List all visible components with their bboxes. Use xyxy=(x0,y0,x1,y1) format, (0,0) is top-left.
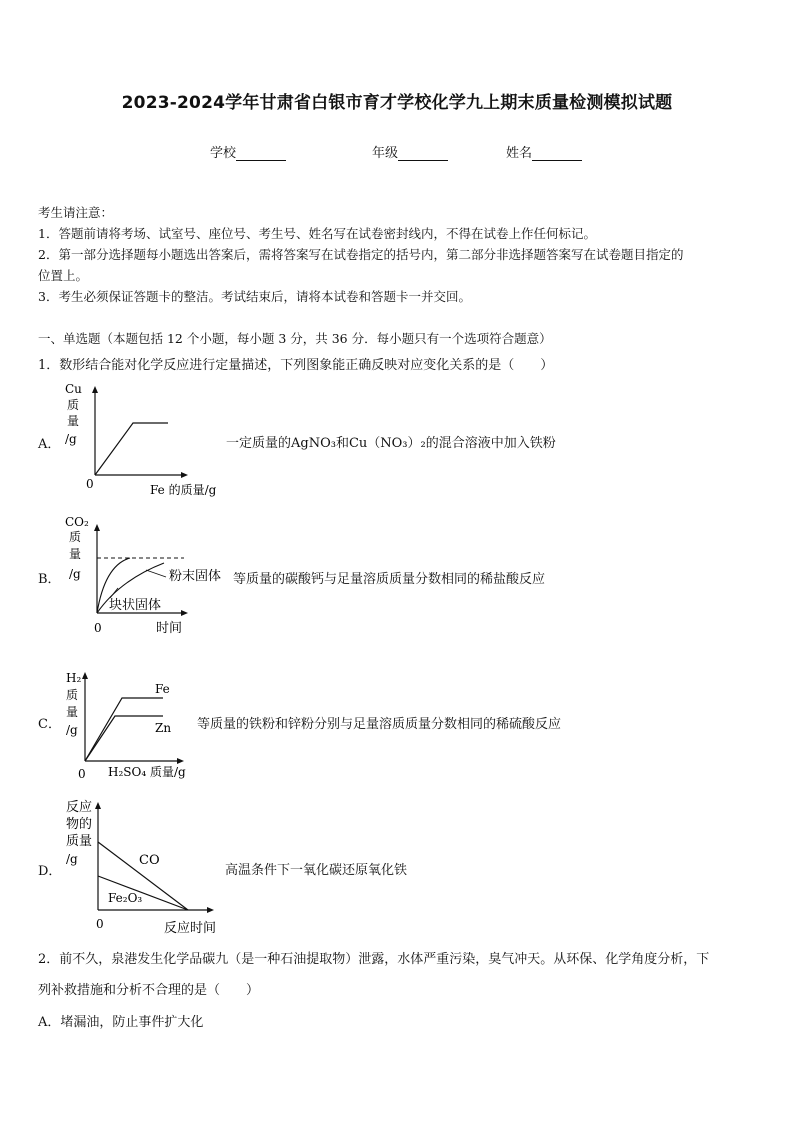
graph-d xyxy=(60,796,230,938)
graph-c-origin: 0 xyxy=(78,767,86,781)
notice-item-3: 3．考生必须保证答题卡的整洁。考试结束后，请将本试卷和答题卡一并交回。 xyxy=(38,289,471,304)
graph-c-ylabel-2: 质 xyxy=(66,688,79,702)
graph-d-label-co: CO xyxy=(139,853,160,868)
graph-c-ylabel-1: H₂ xyxy=(66,671,82,685)
graph-b-leader-powder xyxy=(146,570,166,577)
graph-c-label-zn: Zn xyxy=(155,721,172,735)
graph-c xyxy=(60,666,210,784)
option-b-desc: 等质量的碳酸钙与足量溶质质量分数相同的稀盐酸反应 xyxy=(233,572,546,587)
graph-d-x-arrow xyxy=(207,907,214,913)
graph-b-ylabel-4: /g xyxy=(69,567,81,581)
question-2-stem-line-2: 列补救措施和分析不合理的是（ ） xyxy=(38,983,260,998)
question-1-stem: 1．数形结合能对化学反应进行定量描述，下列图象能正确反映对应变化关系的是（ ） xyxy=(38,358,554,373)
grade-label: 年级 xyxy=(372,146,399,161)
graph-d-ylabel-4: /g xyxy=(66,852,78,866)
notice-item-2-cont: 位置上。 xyxy=(38,268,89,283)
graph-a xyxy=(60,378,230,500)
notice-item-1: 1．答题前请将考场、试室号、座位号、考生号、姓名写在试卷密封线内，不得在试卷上作任何标记。 xyxy=(38,226,596,241)
graph-a-ylabel-2: 质 xyxy=(67,398,80,412)
graph-a-y-arrow xyxy=(92,386,98,393)
graph-d-ylabel-3: 质量 xyxy=(66,834,93,849)
notice-heading: 考生请注意： xyxy=(38,205,114,220)
notice-item-2: 2．第一部分选择题每小题选出答案后，需将答案写在试卷指定的括号内，第二部分非选择题答案写在试卷题目指定的 xyxy=(38,247,684,262)
graph-a-xlabel: Fe 的质量/g xyxy=(150,483,217,497)
graph-a-x-arrow xyxy=(181,472,188,478)
graph-b-label-block: 块状固体 xyxy=(109,598,162,613)
graph-b-ylabel-2: 质 xyxy=(69,530,82,544)
graph-d-ylabel-2: 物的 xyxy=(66,817,93,832)
graph-c-ylabel-4: /g xyxy=(66,723,78,737)
graph-a-origin: 0 xyxy=(86,477,94,491)
option-c-label: C． xyxy=(38,717,61,732)
graph-b-leader-block xyxy=(110,588,118,598)
graph-a-ylabel-4: /g xyxy=(65,432,77,446)
graph-a-ylabel-3: 量 xyxy=(67,414,80,428)
graph-c-label-fe: Fe xyxy=(155,682,170,696)
option-c-desc: 等质量的铁粉和锌粉分别与足量溶质质量分数相同的稀硫酸反应 xyxy=(197,717,562,732)
name-blank xyxy=(532,146,582,161)
graph-d-xlabel: 反应时间 xyxy=(164,921,217,936)
school-label: 学校 xyxy=(210,146,237,161)
graph-b-xlabel: 时间 xyxy=(156,621,183,636)
school-blank xyxy=(236,146,286,161)
name-field xyxy=(506,142,582,161)
graph-b-ylabel-3: 量 xyxy=(69,547,82,561)
question-2-option-a: A．堵漏油，防止事件扩大化 xyxy=(38,1015,204,1030)
graph-b-ylabel-1: CO₂ xyxy=(65,515,89,529)
graph-b-label-powder: 粉末固体 xyxy=(169,569,222,584)
option-a-desc: 一定质量的AgNO₃和Cu（NO₃）₂的混合溶液中加入铁粉 xyxy=(226,436,556,451)
graph-c-y-arrow xyxy=(82,672,88,679)
option-a-label: A． xyxy=(38,437,61,452)
graph-d-origin: 0 xyxy=(96,917,104,931)
graph-d-ylabel-1: 反应 xyxy=(66,800,93,815)
graph-d-y-arrow xyxy=(95,802,101,809)
graph-a-curve xyxy=(95,423,168,475)
graph-d-label-fe2o3: Fe₂O₃ xyxy=(108,891,143,905)
name-label: 姓名 xyxy=(506,146,533,161)
option-d-desc: 高温条件下一氧化碳还原氧化铁 xyxy=(225,863,408,878)
graph-c-ylabel-3: 量 xyxy=(66,705,79,719)
graph-c-line-fe xyxy=(85,698,163,761)
grade-blank xyxy=(398,146,448,161)
page-title: 2023-2024学年甘肃省白银市育才学校化学九上期末质量检测模拟试题 xyxy=(121,93,673,113)
graph-c-x-arrow xyxy=(177,758,184,764)
graph-c-line-zn xyxy=(85,716,163,761)
section-heading: 一、单选题（本题包括 12 个小题，每小题 3 分，共 36 分．每小题只有一个选项符合题意） xyxy=(38,331,552,346)
graph-b-origin: 0 xyxy=(94,621,102,635)
option-d-label: D． xyxy=(38,864,62,879)
graph-a-ylabel-1: Cu xyxy=(65,382,82,396)
option-b-label: B． xyxy=(38,572,61,587)
graph-b-y-arrow xyxy=(94,524,100,531)
grade-field xyxy=(372,142,448,161)
graph-c-xlabel: H₂SO₄ 质量/g xyxy=(108,765,186,779)
graph-b-x-arrow xyxy=(181,610,188,616)
question-2-stem-line-1: 2．前不久，泉港发生化学品碳九（是一种石油提取物）泄露，水体严重污染，臭气冲天。从环保、化学角度分析，下 xyxy=(38,952,710,967)
school-field xyxy=(210,142,286,161)
